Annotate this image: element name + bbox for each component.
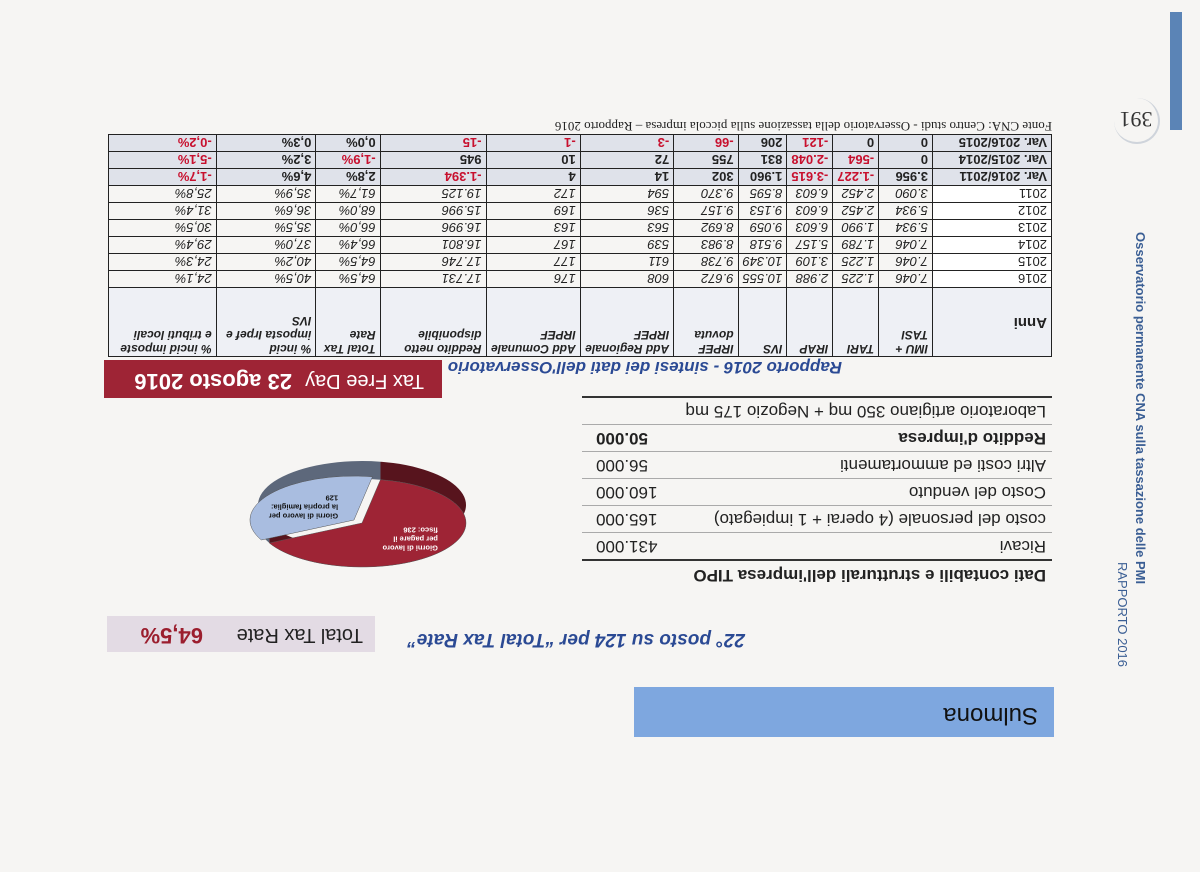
- table-cell: 37,0%: [216, 237, 316, 254]
- total-tax-rate-label: Total Tax Rate: [236, 624, 363, 646]
- table-cell: 3.956: [879, 169, 933, 186]
- company-data-block: [582, 396, 1052, 587]
- table-cell: 167: [486, 237, 580, 254]
- table-cell: -1,7%: [109, 169, 217, 186]
- table-cell: -1.227: [833, 169, 879, 186]
- table-cell: 35,5%: [216, 220, 316, 237]
- table-cell: 17.731: [380, 271, 486, 288]
- variation-row: [109, 152, 1052, 169]
- table-cell: 0: [879, 135, 933, 152]
- table-cell: -5,1%: [109, 152, 217, 169]
- company-row: [582, 478, 1052, 505]
- company-row: [582, 532, 1052, 559]
- table-cell: 17.746: [380, 254, 486, 271]
- table-cell: 30,5%: [109, 220, 217, 237]
- company-row-label: costo del personale (4 operai + 1 impiegato): [713, 510, 1046, 529]
- table-cell: -66: [674, 135, 738, 152]
- table-cell: 0,3%: [216, 135, 316, 152]
- table-cell: 7.046: [879, 237, 933, 254]
- table-cell: 6.603: [787, 203, 833, 220]
- pie-slice-label: 129: [325, 493, 339, 503]
- table-cell: 15.996: [380, 203, 486, 220]
- table-cell: -0,2%: [109, 135, 217, 152]
- summary-table: [108, 134, 1052, 357]
- company-row: [582, 505, 1052, 532]
- row-label-cell: 2015: [933, 254, 1052, 271]
- table-cell: 611: [580, 254, 674, 271]
- table-cell: 7.046: [879, 271, 933, 288]
- table-cell: 4,6%: [216, 169, 316, 186]
- table-cell: 14: [580, 169, 674, 186]
- table-cell: 4: [486, 169, 580, 186]
- table-cell: 36,6%: [216, 203, 316, 220]
- table-cell: 3,2%: [216, 152, 316, 169]
- table-cell: -564: [833, 152, 879, 169]
- table-cell: 831: [738, 152, 787, 169]
- total-tax-rate-value: 64,5%: [140, 623, 203, 648]
- table-cell: 172: [486, 186, 580, 203]
- table-cell: 61,7%: [316, 186, 380, 203]
- table-cell: -3: [580, 135, 674, 152]
- column-header: Anni: [933, 288, 1052, 357]
- table-cell: 8.595: [738, 186, 787, 203]
- variation-row: [109, 169, 1052, 186]
- table-cell: 563: [580, 220, 674, 237]
- table-cell: 8.692: [674, 220, 738, 237]
- pie-slice-label: la propria famiglia:: [270, 502, 339, 512]
- table-cell: 9.738: [674, 254, 738, 271]
- company-row-value: 160.000: [596, 483, 658, 502]
- company-row-label: Laboratorio artigiano 350 mq + Negozio 175 mq: [685, 402, 1046, 421]
- page-side-strip: [1104, 0, 1200, 872]
- pie-group: [250, 461, 466, 567]
- table-row: [109, 203, 1052, 220]
- table-cell: 0: [833, 135, 879, 152]
- row-label-cell: Var. 2015/2014: [933, 152, 1052, 169]
- table-cell: 10.555: [738, 271, 787, 288]
- table-row: [109, 220, 1052, 237]
- table-cell: 1.960: [738, 169, 787, 186]
- table-cell: 29,4%: [109, 237, 217, 254]
- company-row-label: Ricavi: [999, 537, 1046, 556]
- column-header: Add Comunale IRPEF: [486, 288, 580, 357]
- table-cell: 3.090: [879, 186, 933, 203]
- pie-slice-label: Giorni di lavoro: [382, 543, 438, 553]
- table-cell: 206: [738, 135, 787, 152]
- total-tax-rate-box: [107, 616, 375, 652]
- column-header: Total Tax Rate: [316, 288, 380, 357]
- table-cell: 35,9%: [216, 186, 316, 203]
- table-cell: 9.672: [674, 271, 738, 288]
- summary-table-title: Rapporto 2016 - sintesi dei dati dell'Osservatorio: [447, 358, 842, 377]
- table-cell: -2.048: [787, 152, 833, 169]
- table-cell: 0,0%: [316, 135, 380, 152]
- column-header: % incid imposta Irpef e IVS: [216, 288, 316, 357]
- column-header: IRPEF dovuta: [674, 288, 738, 357]
- table-cell: 302: [674, 169, 738, 186]
- table-cell: 1.990: [833, 220, 879, 237]
- company-row: [582, 396, 1052, 424]
- company-row-value: 56.000: [596, 456, 648, 475]
- table-cell: 6.603: [787, 186, 833, 203]
- tax-days-pie-chart: [240, 447, 480, 587]
- table-cell: 5.157: [787, 237, 833, 254]
- table-cell: 6.603: [787, 220, 833, 237]
- table-cell: 64,5%: [316, 254, 380, 271]
- table-cell: 16.801: [380, 237, 486, 254]
- table-cell: 5.934: [879, 220, 933, 237]
- company-row-value: 431.000: [596, 537, 658, 556]
- table-cell: -1.394: [380, 169, 486, 186]
- pie-slice-label: Giorni di lavoro per: [268, 511, 339, 521]
- table-cell: 9.153: [738, 203, 787, 220]
- company-row-label: Altri costi ed ammortamenti: [840, 456, 1046, 475]
- pie-slice-label: per pagare il: [393, 534, 438, 544]
- table-cell: 2.452: [833, 186, 879, 203]
- table-cell: 10.349: [738, 254, 787, 271]
- table-cell: 169: [486, 203, 580, 220]
- table-cell: 177: [486, 254, 580, 271]
- table-cell: 9.518: [738, 237, 787, 254]
- table-cell: -15: [380, 135, 486, 152]
- table-cell: 176: [486, 271, 580, 288]
- table-cell: 66,4%: [316, 237, 380, 254]
- column-header: IVS: [738, 288, 787, 357]
- table-cell: 163: [486, 220, 580, 237]
- table-cell: 536: [580, 203, 674, 220]
- table-cell: 16.996: [380, 220, 486, 237]
- vertical-title: Osservatorio permanente CNA sulla tassazione delle PMI: [1133, 232, 1148, 585]
- table-cell: 66,0%: [316, 220, 380, 237]
- table-row: [109, 237, 1052, 254]
- row-label-cell: 2013: [933, 220, 1052, 237]
- table-cell: 25,8%: [109, 186, 217, 203]
- table-cell: -121: [787, 135, 833, 152]
- table-cell: 64,5%: [316, 271, 380, 288]
- table-cell: 40,5%: [216, 271, 316, 288]
- table-cell: 19.125: [380, 186, 486, 203]
- table-cell: 755: [674, 152, 738, 169]
- summary-table-body: [109, 135, 1052, 288]
- column-header: Reddito netto disponibile: [380, 288, 486, 357]
- company-row-value: 50.000: [596, 429, 648, 448]
- row-label-cell: Var. 2016/2011: [933, 169, 1052, 186]
- city-title-bar: [634, 687, 1054, 737]
- column-header: IRAP: [787, 288, 833, 357]
- row-label-cell: Var. 2016/2015: [933, 135, 1052, 152]
- table-cell: 2,8%: [316, 169, 380, 186]
- table-cell: 9.370: [674, 186, 738, 203]
- table-cell: 539: [580, 237, 674, 254]
- table-cell: 24,3%: [109, 254, 217, 271]
- table-cell: -1,9%: [316, 152, 380, 169]
- summary-table-header-row: [109, 288, 1052, 357]
- table-cell: 24,1%: [109, 271, 217, 288]
- table-cell: 68,0%: [316, 203, 380, 220]
- tax-free-day-value: 23 agosto 2016: [134, 369, 292, 394]
- table-row: [109, 254, 1052, 271]
- pie-slice-label: fisco: 236: [403, 525, 438, 535]
- table-cell: 2.452: [833, 203, 879, 220]
- table-cell: 594: [580, 186, 674, 203]
- variation-row: [109, 135, 1052, 152]
- city-title: Sulmona: [943, 702, 1038, 729]
- column-header: IMU + TASI: [879, 288, 933, 357]
- table-cell: 1.225: [833, 254, 879, 271]
- table-cell: -1: [486, 135, 580, 152]
- company-data-heading: Dati contabili e strutturali dell'impresa TIPO: [582, 559, 1052, 587]
- table-row: [109, 186, 1052, 203]
- table-cell: 1.225: [833, 271, 879, 288]
- table-cell: 31,4%: [109, 203, 217, 220]
- table-cell: 7.046: [879, 254, 933, 271]
- page-number: 391: [1119, 107, 1153, 132]
- company-row-label: Costo del venduto: [908, 483, 1046, 502]
- table-cell: 8.983: [674, 237, 738, 254]
- company-row-label: Reddito d'impresa: [898, 429, 1046, 448]
- source-note: Fonte CNA: Centro studi - Osservatorio della tassazione sulla piccola impresa – Rapporto 2016: [554, 119, 1052, 134]
- company-row-value: 165.000: [596, 510, 658, 529]
- table-cell: 40,2%: [216, 254, 316, 271]
- tax-free-day-label: Tax Free Day: [305, 370, 424, 392]
- table-row: [109, 271, 1052, 288]
- table-cell: 5.934: [879, 203, 933, 220]
- table-cell: -3.615: [787, 169, 833, 186]
- table-cell: 9.157: [674, 203, 738, 220]
- table-cell: 1.789: [833, 237, 879, 254]
- table-cell: 9.059: [738, 220, 787, 237]
- company-row: [582, 424, 1052, 451]
- table-cell: 3.109: [787, 254, 833, 271]
- table-cell: 0: [879, 152, 933, 169]
- rank-text: 22° posto su 124 per “Total Tax Rate”: [407, 629, 745, 650]
- row-label-cell: 2014: [933, 237, 1052, 254]
- table-cell: 10: [486, 152, 580, 169]
- row-label-cell: 2012: [933, 203, 1052, 220]
- column-header: % incid imposte e tributi locali: [109, 288, 217, 357]
- table-cell: 945: [380, 152, 486, 169]
- page-accent-bar: [1170, 12, 1182, 130]
- column-header: Add Regionale IRPEF: [580, 288, 674, 357]
- table-cell: 608: [580, 271, 674, 288]
- column-header: TARI: [833, 288, 879, 357]
- vertical-subtitle: RAPPORTO 2016: [1115, 562, 1130, 668]
- row-label-cell: 2016: [933, 271, 1052, 288]
- table-cell: 72: [580, 152, 674, 169]
- table-cell: 2.988: [787, 271, 833, 288]
- company-row: [582, 451, 1052, 478]
- row-label-cell: 2011: [933, 186, 1052, 203]
